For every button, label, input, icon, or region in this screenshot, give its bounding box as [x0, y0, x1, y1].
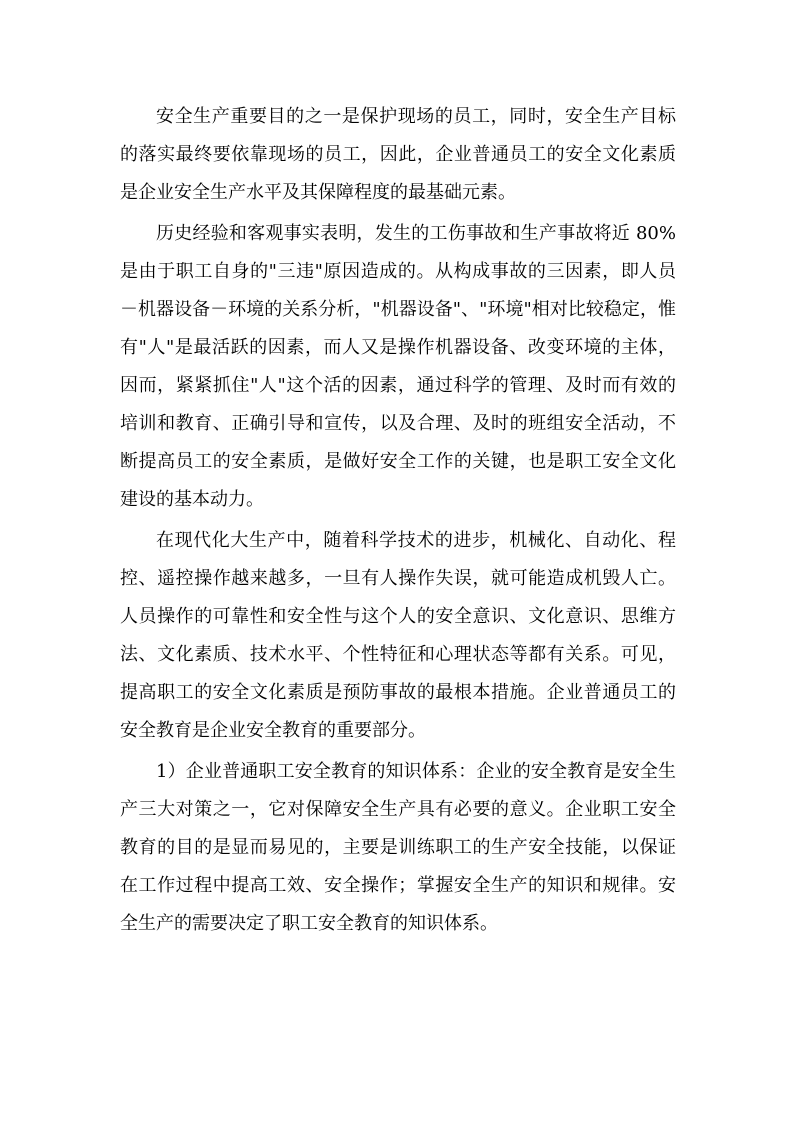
- paragraph-3: 在现代化大生产中，随着科学技术的进步，机械化、自动化、程控、遥控操作越来越多，一旦有人操作失误，就可能造成机毁人亡。人员操作的可靠性和安全性与这个人的安全意识、文化意识、思维方法、文化素质、技术水平、个性特征和心理状态等都有关系。可见，提高职工的安全文化素质是预防事故的最根本措施。企业普通员工的安全教育是企业安全教育的重要部分。: [120, 530, 676, 741]
- paragraph-2: 历史经验和客观事实表明，发生的工伤事故和生产事故将近 80%是由于职工自身的"三违"原因造成的。从构成事故的三因素，即人员－机器设备－环境的关系分析，"机器设备"、"环境"相对比较稳定，惟有"人"是最活跃的因素，而人又是操作机器设备、改变环境的主体，因而，紧紧抓住"人"这个活的因素，通过科学的管理、及时而有效的培训和教育、正确引导和宣传，以及合理、及时的班组安全活动，不断提高员工的安全素质，是做好安全工作的关键，也是职工安全文化建设的基本动力。: [120, 223, 676, 510]
- paragraph-4: 1）企业普通职工安全教育的知识体系：企业的安全教育是安全生产三大对策之一，它对保障安全生产具有必要的意义。企业职工安全教育的目的是显而易见的，主要是训练职工的生产安全技能，以保证在工作过程中提高工效、安全操作；掌握安全生产的知识和规律。安全生产的需要决定了职工安全教育的知识体系。: [120, 761, 676, 934]
- document-body: [120, 98, 676, 946]
- paragraph-1: 安全生产重要目的之一是保护现场的员工，同时，安全生产目标的落实最终要依靠现场的员工，因此，企业普通员工的安全文化素质是企业安全生产水平及其保障程度的最基础元素。: [120, 106, 676, 203]
